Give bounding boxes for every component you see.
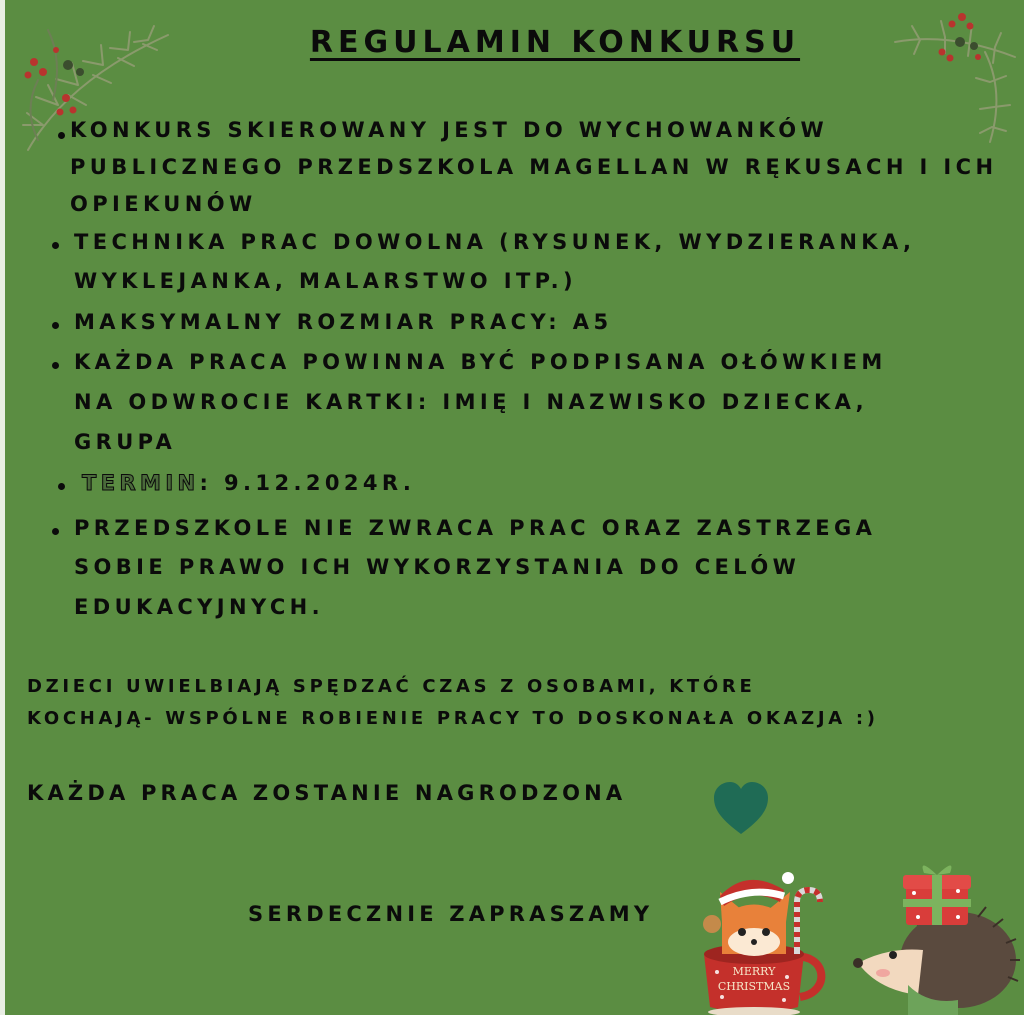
rule-6-line-2: SOBIE PRAWO ICH WYKORZYSTANIA DO CELÓW [74, 555, 801, 579]
rule-5-deadline [82, 465, 415, 502]
rule-6-line-1: PRZEDSZKOLE NIE ZWRACA PRAC ORAZ ZASTRZEGA [74, 516, 877, 540]
left-edge-strip [0, 0, 5, 1015]
bullet-icon [52, 362, 59, 369]
reward-text: KAŻDA PRACA ZOSTANIE NAGRODZONA [27, 781, 627, 805]
note-line-1: DZIECI UWIELBIAJĄ SPĘDZAĆ CZAS Z OSOBAMI, KTÓRE [27, 676, 756, 697]
invite-text: SERDECZNIE ZAPRASZAMY [248, 902, 654, 926]
bullet-icon [52, 528, 59, 535]
bullet-icon [52, 242, 59, 249]
rule-1-line-3: OPIEKUNÓW [70, 192, 257, 216]
rule-4-line-3: GRUPA [74, 430, 177, 454]
hedgehog-gift-icon [848, 855, 1018, 1015]
rule-2-line-2: WYKLEJANKA, MALARSTWO ITP.) [74, 269, 577, 293]
fox-mug-icon [692, 862, 842, 1015]
heart-icon [712, 780, 770, 836]
note-line-2: KOCHAJĄ- WSPÓLNE ROBIENIE PRACY TO DOSKONAŁA OKAZJA :) [27, 708, 879, 729]
page-title: REGULAMIN KONKURSU [309, 25, 801, 60]
deadline-value: : 9.12.2024R. [199, 471, 416, 495]
rule-4-line-1: KAŻDA PRACA POWINNA BYĆ PODPISANA OŁÓWKIEM [74, 350, 887, 374]
rule-1-line-2: PUBLICZNEGO PRZEDSZKOLA MAGELLAN W RĘKUSACH I ICH [70, 155, 998, 179]
rule-4-line-2: NA ODWROCIE KARTKI: IMIĘ I NAZWISKO DZIECKA, [74, 390, 869, 414]
mug-text-2: CHRISTMAS [717, 980, 791, 993]
rule-3-line-1: MAKSYMALNY ROZMIAR PRACY: A5 [74, 310, 613, 334]
bullet-icon [52, 322, 59, 329]
bullet-icon [58, 132, 65, 139]
bullet-icon [58, 483, 65, 490]
rule-6-line-3: EDUKACYJNYCH. [74, 595, 324, 619]
rule-1-line-1: KONKURS SKIEROWANY JEST DO WYCHOWANKÓW [70, 118, 829, 142]
rule-2-line-1: TECHNIKA PRAC DOWOLNA (RYSUNEK, WYDZIERANKA, [74, 230, 916, 254]
deadline-label: TERMIN [82, 471, 200, 495]
mug-text-1: MERRY [732, 965, 776, 978]
